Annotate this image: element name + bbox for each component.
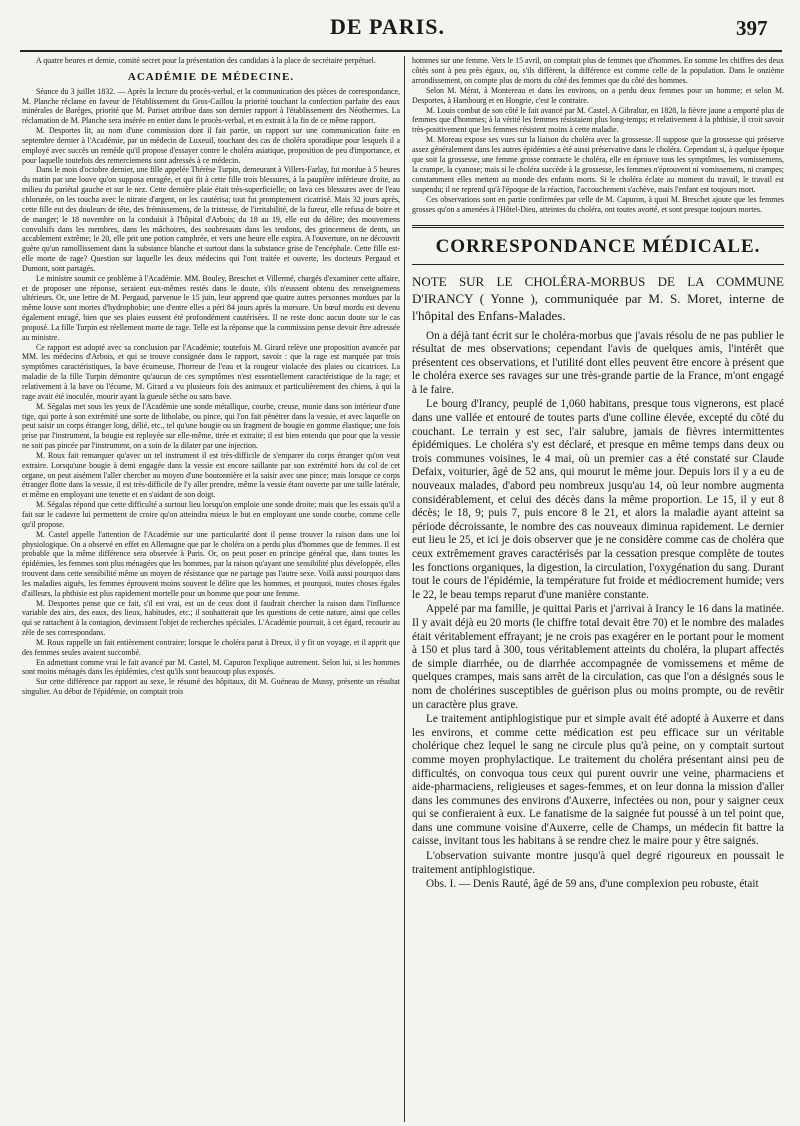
paragraph: Selon M. Mérat, à Montereau et dans les environs, on a perdu deux femmes pour un homme; et selon M. Desportes, à Hambourg et en Hongrie, c'est le contraire. — [412, 85, 784, 105]
paragraph: M. Ségalas met sous les yeux de l'Académie une sonde métallique, courbe, creuse, munie dans son intérieur d'une tige, qui porte à son extrémité une sorte de litholabe, ou pince, qui l'on fait pénétrer dans la vessie, et avec laquelle on peut saisir un corps étranger long, délié, etc., tel qu'une bougie ou un fragment de bougie en gomme élastique; une fois prise par l'instrument, la bougie est reployée sur elle-même, tirée et extraite; il est bien entendu que pour que la vessie ne soit pas pincée par l'instrument, on a soin de la dilater par une injection. — [22, 401, 400, 451]
note-body — [412, 330, 784, 892]
academie-section-title: ACADÉMIE DE MÉDECINE. — [127, 70, 295, 83]
header-rule — [20, 50, 782, 52]
paragraph: M. Roux fait remarquer qu'avec un tel instrument il est très-difficile de s'emparer du corps étranger qu'on veut extraire. Lorsqu'une bougie à demi engagée dans la vessie est encore saillante par son extrémité hors du col de cet organe, on peut aisément l'aller chercher au moyen d'une boutonnière et la saisir avec une pince; mais lorsque ce corps étranger flotte dans la vessie, il est très-difficile de l'y aller prendre, même la vessie étant ouverte par une taille latérale, et même en employant une tenette et en s'aidant de son doigt. — [22, 450, 400, 500]
paragraph: M. Moreau expose ses vues sur la liaison du choléra avec la grossesse. Il suppose que la grossesse qui préserve assez généralement dans les autres épidémies a été aussi préservative dans le choléra. Cependant si, à quelque époque que soit la grossesse, une femme grosse contracte le choléra, elle en éprouve tous les symptômes, les vomissemens, la crampe, la cyanose; mais si le choléra succède à la grossesse, les femmes n'éprouvent ni vomissemens, ni crampes; constamment elles mettent au monde des enfants morts. Si le choléra éclate au moment du travail, le travail est suspendu; il ne reprend qu'à l'époque de la réaction, l'accouchement s'achève, mais l'enfant est toujours mort. — [412, 135, 784, 194]
paragraph: M. Desportes pense que ce fait, s'il est vrai, est un de ceux dont il faudrait chercher la raison dans l'influence variable des airs, des eaux, des lieux, habitudes, etc.; il souhaiterait que les questions de cette nature, ainsi que celles qui se rattachent à la contagion, devinssent l'objet de recherches spéciales. L'Académie pourrait, à cet égard, recourir au zèle de ses correspondans. — [22, 598, 400, 638]
paragraph: M. Ségalas répond que cette difficulté a surtout lieu lorsqu'on emploie une sonde droite; mais que les essais qu'il a fait sur le cadavre lui permettent de croire qu'on atteindra mieux le but en employant une sonde courbe, comme celle qu'il propose. — [22, 500, 400, 529]
page-header — [0, 0, 800, 56]
paragraph: Ces observations sont en partie confirmées par celle de M. Capuron, à quoi M. Breschet ajoute que les femmes grosses qu'on a amenées à l'Hôtel-Dieu, atteintes du choléra, ont toutes avorté, et sont presque toujours mortes. — [412, 194, 784, 214]
correspondance-section-title: CORRESPONDANCE MÉDICALE. — [435, 235, 761, 257]
page-number: 397 — [736, 16, 768, 40]
note-title: NOTE SUR LE CHOLÉRA-MORBUS DE LA COMMUNE D'IRANCY ( Yonne ), communiquée par M. S. Moret, interne de l'hôpital des Enfans-Malades. — [412, 273, 784, 323]
continued-report — [412, 56, 784, 215]
intro-paragraph: A quatre heures et demie, comité secret pour la présentation des candidats à la place de secrétaire perpétuel. — [36, 56, 376, 65]
section-double-rule — [412, 225, 784, 228]
paragraph: Le bourg d'Irancy, peuplé de 1,060 habitans, presque tous vignerons, est placé dans une vallée et entouré de toutes parts d'une colline élevée, excepté du côté du couchant. Le terrain y est sec, l'air salubre, jamais de fièvres intermittentes épidémiques. Le choléra s'y est déclaré, et presque en même temps dans deux ou trois communes voisines, le 4 mai, où un premier cas a été constaté sur Claude Defaix, voiturier, âgé de 52 ans, qui mourut le même jour. Depuis lors il y a eu de nouveaux malades, d'abord peu nombreux jusqu'au 14, où leur nombre augmenta considérablement, et celui des décès dans la même proportion. Le 15, il y eut 8 décès; le 18, 9; puis 7, puis encore 8 le 21, et alors la maladie ayant atteint sa période décroissante, le nombre des cas nouveaux diminua rapidement. Le dernier eut lieu le 25, et ici je dois observer que je ne considère comme cas de choléra que ceux extrêmement graves caractérisés par la cessation presque complète de toutes les fonctions organiques, la digestion, la circulation, l'oxygénation du sang. Durant tout le cours de l'épidémie, la température fut froide et médiocrement humide; vers le 22, le beau temps reparut d'une manière constante. — [412, 398, 784, 601]
right-column — [412, 56, 784, 893]
column-divider — [404, 56, 405, 1122]
paragraph: M. Louis combat de son côté le fait avancé par M. Castel. A Gibraltar, en 1828, la fièvre jaune a emporté plus de femmes que d'hommes; à la vérité les femmes résistaient plus long-temps; et relativement à la phthisie, il croit savoir très-positivement que les femmes résistent moins à cette maladie. — [412, 105, 784, 135]
paragraph: Sur cette différence par rapport au sexe, le résumé des hôpitaux, dit M. Guéneau de Mussy, présente un résultat singulier. Au début de l'épidémie, on comptait trois — [22, 677, 400, 697]
paragraph: hommes sur une femme. Vers le 15 avril, on comptait plus de femmes que d'hommes. En somme les chiffres des deux côtés sont à peu près égaux, ou, s'ils diffèrent, la différence est comme celle de la population. Dans le onzième arrondissement, on compte plus de morts du côté des femmes que du côté des hommes. — [412, 56, 784, 85]
paragraph: M. Desportes lit, au nom d'une commission dont il fait partie, un rapport sur une communication faite en septembre dernier à l'Académie, par un médecin de Luxeuil, touchant des cas de choléra sporadique pour lesquels il a employé avec succès un remède qu'il propose d'essayer contre le choléra asiatique, proposition de peu d'importance, et pour laquelle toutefois des remerciemens sont adressés à ce médecin. — [22, 126, 400, 165]
paragraph: Dans le mois d'octobre dernier, une fille appelée Thérèse Turpin, demeurant à Villers-Farlay, fut mordue à 5 heures du matin par une louve qu'on supposa enragée, et qui fit à cette fille trois blessures, à la paupière inférieure droite, au milieu du pariétal gauche et sur le nez. Cette dernière plaie était très-superficielle; on lava ces blessures avec de l'eau chlorurée, on les toucha avec le nitrate d'argent, on les cautérisa; tout fut promptement cicatrisé. Mais 32 jours après, cette fille eut des douleurs de tête, des frémissemens, de la tristesse, de l'irritabilité, de la fureur, elle refusa de boire et de manger; le 18 novembre on la conduisit à l'hôpital d'Arbois; du 18 au 19, elle eut du délire; des mouvemens convulsifs dans les membres, dans les mâchoires, des soubresauts dans les tendons, des grincemens de dents, un accablement extrême; le 20, elle prit une potion camphrée, et vers une heure elle expira. A l'ouverture, on ne découvrit guère qu'un ramollissement dans la substance blanche et surtout dans la substance grise de l'encéphale. Cette fille est-elle morte de rage? Question sur laquelle les deux médecins qui l'ont traitée et ouverte, les docteurs Pergaud et Dumont, sont partagés. — [22, 165, 400, 273]
paragraph: L'observation suivante montre jusqu'à quel degré rigoureux en poussait le traitement antiphlogistique. — [412, 850, 784, 876]
paragraph: M. Roux rappelle un fait entièrement contraire; lorsque le choléra parut à Dreux, il y fit un voyage, et il apprit que des femmes seules avaient succombé. — [22, 637, 400, 657]
paragraph: Ce rapport est adopté avec sa conclusion par l'Académie; toutefois M. Girard relève une proposition avancée par MM. les médecins d'Arbois, et qui se trouve consignée dans le rapport, savoir : que la rage est marquée par trois symptômes caractéristiques, la bave écumeuse, l'horreur de l'eau et la rougeur violacée des plaies ou cicatrices. La maladie de la fille Turpin démontre qu'aucun de ces symptômes n'est essentiellement caractéristique de la rage; et relativement à la bave ou l'écume, M. Girard a vu plusieurs fois des animaux et particulièrement des chiens, à qui la rage avait été inoculée, mourir ayant la gueule sèche ou sans bave. — [22, 342, 400, 401]
paragraph: En admettant comme vrai le fait avancé par M. Castel, M. Capuron l'explique autrement. Selon lui, si les hommes sont moins ménagés dans les épidémies, c'est qu'ils sont beaucoup plus exposés. — [22, 657, 400, 677]
left-column — [22, 56, 400, 697]
paragraph: Le traitement antiphlogistique pur et simple avait été adopté à Auxerre et dans les environs, et comme cette médication est peu efficace sur un véritable cholérique chez lequel le sang ne circule plus qu'à peine, on y comptait surtout comme moyen prophylactique. Le traitement du choléra présentant ainsi peu de difficultés, on convoqua tous ceux qui purent ouvrir une veine, pharmaciens et aide-pharmaciens, religieuses et sages-femmes, et on leur donna la mission d'aller dans les communes des environs d'Auxerre, infectées ou non, pour y saigner ceux qui se confieraient à eux. Le fanatisme de la saignée fut poussé à un tel point que, dans une commune voisine d'Auxerre, celle de Champs, un médecin fit battre la caisse, invitant tous les habitans à se rendre chez le maire pour y être saignés. — [412, 713, 784, 848]
paragraph: Obs. I. — Denis Rauté, âgé de 59 ans, d'une complexion peu robuste, était — [426, 878, 759, 891]
paragraph: On a déjà tant écrit sur le choléra-morbus que j'avais résolu de ne pas publier le résultat de mes observations; cependant l'avis de quelques amis, l'intérêt que présentent ces observations, et l'utilité dont elles peuvent être encore à présent que le choléra exerce ses ravages sur une très-grande partie de la France, m'ont engagé à le faire. — [412, 329, 784, 396]
paragraph: Le ministre soumit ce problème à l'Académie. MM. Bouley, Breschet et Villermé, chargés d'examiner cette affaire, et de proposer une réponse, seraient eux-mêmes restés dans le doute, s'ils n'eussent obtenu des renseignemens ultérieurs. Or, une lettre de M. Pergaud, parvenue le 15 juin, leur apprend que quatre autres personnes mordues par la même louve sont mortes d'hydrophobie; une d'entre elles a péri 84 jours après la morsure. Un bœuf mordu est devenu également enragé, bien que ses plaies eussent été profondément cautérisées. Il ne reste donc aucun doute sur le cas proposé. La fille Turpin est réellement morte de rage. Telle est la réponse que la commission pense devoir être adressée au ministre. — [22, 273, 400, 342]
section-rule — [412, 264, 784, 265]
paragraph: Séance du 3 juillet 1832. — Après la lecture du procès-verbal, et la communication des pièces de correspondance, M. Planche réclame en faveur de l'établissement du Gros-Caillou la priorité touchant la confection parfaite des eaux minérales de Baréges, priorité que M. Pariset attribue dans son dernier rapport à l'établissement des Néothermes. La réclamation de M. Planche sera insérée en entier dans le procès-verbal, et en extrait à la fin de ce même rapport. — [22, 86, 400, 126]
running-title: DE PARIS. — [330, 14, 445, 39]
paragraph: Appelé par ma famille, je quittai Paris et j'arrivai à Irancy le 16 dans la matinée. Il y avait déjà eu 20 morts (le chiffre total devait être 70) et le nombre des malades était véritablement effrayant; je ne crois pas exagérer en le portant pour le moment à 150 et plus tard à 300, tous véritablement atteints du choléra, la plupart affectés de simple diarrhée, ou de diarrhée accompagnée de vomissemens et même de quelques crampes, mais sans arrêt de la circulation, cas que l'on a désignés sous le nom de cholérines susceptibles de guérison plus ou moins prompte, ou de revêtir un caractère plus grave. — [412, 603, 784, 711]
paragraph: M. Castel appelle l'attention de l'Académie sur une particularité dont il pense trouver la raison dans une loi physiologique. On a observé en effet en Allemagne que par le choléra on a perdu plus d'hommes que de femmes. Il est probable que la même différence sera observée à Paris. Or, on peut poser en principe général que, dans toutes les épidémies, les femmes sont plus ménagées que les hommes, par la raison qu'ayant une sensibilité plus développée, elles trouvent dans cette sensibilité même un moyen de résistance que ne partage pas l'autre sexe. Voilà aussi pourquoi dans les maladies aiguës, les femmes éprouvent moins souvent le délire que les hommes, et pourquoi, toutes choses égales d'ailleurs, la phthisie est plus rapidement mortelle pour un homme que pour une femme. — [22, 529, 400, 598]
